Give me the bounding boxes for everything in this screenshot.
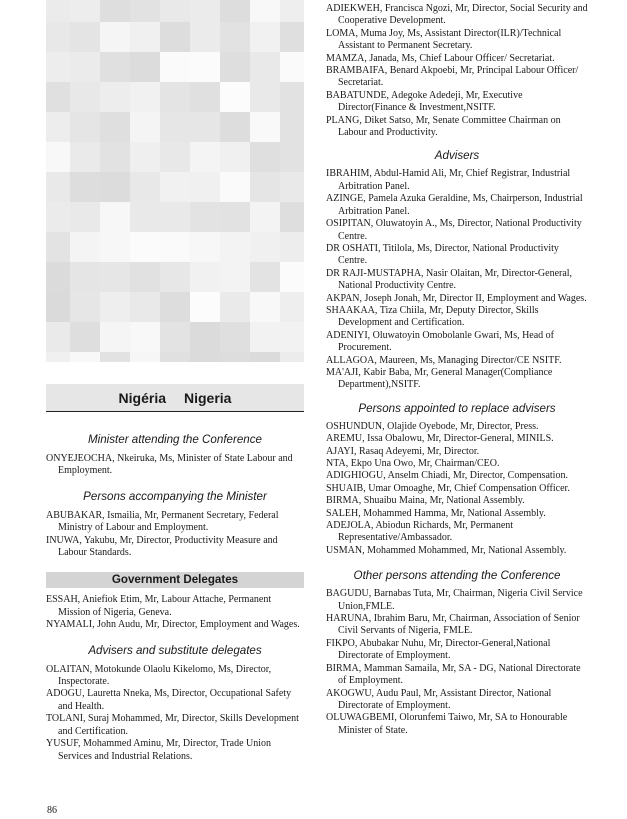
mosaic-cell bbox=[250, 232, 280, 262]
mosaic-cell bbox=[160, 322, 190, 352]
section-heading-minister: Minister attending the Conference bbox=[87, 433, 262, 446]
list-item: DR OSHATI, Titilola, Ms, Director, National Productivity Centre. bbox=[326, 242, 559, 267]
top-entries-list bbox=[326, 3, 588, 139]
list-item: IBRAHIM, Abdul-Hamid Ali, Mr, Chief Registrar, Industrial Arbitration Panel. bbox=[326, 168, 571, 192]
page-number: 86 bbox=[47, 805, 57, 816]
mosaic-cell bbox=[130, 292, 160, 322]
mosaic-cell bbox=[280, 0, 304, 22]
mosaic-cell bbox=[190, 52, 220, 82]
list-item: AKOGWU, Audu Paul, Mr, Assistant Director, National Directorate of Employment. bbox=[326, 687, 552, 711]
mosaic-cell bbox=[280, 22, 304, 52]
mosaic-cell bbox=[70, 52, 100, 82]
minister-list bbox=[46, 453, 304, 478]
mosaic-cell bbox=[280, 52, 304, 82]
list-item: BABATUNDE, Adegoke Adedeji, Mr, Executive Director(Finance & Investment,NSITF. bbox=[326, 89, 523, 114]
mosaic-cell bbox=[70, 142, 100, 172]
list-item: AZINGE, Pamela Azuka Geraldine, Ms, Chairperson, Industrial Arbitration Panel. bbox=[326, 193, 583, 217]
list-item: OSHUNDUN, Olajide Oyebode, Mr, Director, Press. bbox=[326, 420, 539, 432]
mosaic-cell bbox=[100, 232, 130, 262]
mosaic-cell bbox=[130, 322, 160, 352]
section-heading-government-delegates: Government Delegates bbox=[46, 572, 304, 588]
mosaic-cell bbox=[250, 292, 280, 322]
mosaic-cell bbox=[220, 82, 250, 112]
mosaic-cell bbox=[280, 82, 304, 112]
mosaic-cell bbox=[160, 0, 190, 22]
country-name-fr: Nigéria bbox=[118, 389, 166, 406]
list-item: ABUBAKAR, Ismailia, Mr, Permanent Secretary, Federal Ministry of Labour and Employment. bbox=[46, 509, 279, 534]
list-item: INUWA, Yakubu, Mr, Director, Productivity Measure and Labour Standards. bbox=[46, 534, 278, 559]
mosaic-cell bbox=[100, 52, 130, 82]
mosaic-cell bbox=[190, 232, 220, 262]
mosaic-cell bbox=[160, 142, 190, 172]
list-item: AREMU, Issa Obalowu, Mr, Director-General, MINILS. bbox=[326, 433, 554, 445]
section-heading-replace-advisers: Persons appointed to replace advisers bbox=[358, 401, 556, 415]
list-item: MAMZA, Janada, Ms, Chief Labour Officer/ Secretariat. bbox=[326, 52, 555, 64]
mosaic-cell bbox=[70, 22, 100, 52]
mosaic-cell bbox=[70, 352, 100, 362]
mosaic-cell bbox=[46, 22, 70, 52]
mosaic-cell bbox=[220, 52, 250, 82]
list-item: AKPAN, Joseph Jonah, Mr, Director II, Employment and Wages. bbox=[326, 292, 587, 304]
list-item: USMAN, Mohammed Mohammed, Mr, National Assembly. bbox=[326, 544, 567, 556]
mosaic-cell bbox=[46, 82, 70, 112]
mosaic-cell bbox=[280, 142, 304, 172]
mosaic-cell bbox=[250, 202, 280, 232]
mosaic-cell bbox=[220, 322, 250, 352]
section-heading-advisers-substitute: Advisers and substitute delegates bbox=[88, 643, 262, 657]
mosaic-cell bbox=[220, 0, 250, 22]
mosaic-cell bbox=[280, 202, 304, 232]
mosaic-cell bbox=[70, 322, 100, 352]
list-item: BAGUDU, Barnabas Tuta, Mr, Chairman, Nigeria Civil Service Union,FMLE. bbox=[326, 588, 583, 612]
mosaic-cell bbox=[100, 322, 130, 352]
pixelated-image bbox=[46, 0, 304, 362]
mosaic-cell bbox=[280, 292, 304, 322]
mosaic-cell bbox=[280, 352, 304, 362]
mosaic-cell bbox=[160, 202, 190, 232]
mosaic-cell bbox=[160, 352, 190, 362]
list-item: ADOGU, Lauretta Nneka, Ms, Director, Occupational Safety and Health. bbox=[46, 688, 292, 712]
mosaic-cell bbox=[250, 352, 280, 362]
mosaic-cell bbox=[46, 232, 70, 262]
list-item: MA'AJI, Kabir Baba, Mr, General Manager(Compliance Department),NSITF. bbox=[326, 366, 553, 391]
list-item: BIRMA, Shuaibu Maina, Mr, National Assembly. bbox=[326, 495, 525, 507]
accompanying-list bbox=[46, 510, 304, 560]
mosaic-cell bbox=[100, 22, 130, 52]
list-item: AJAYI, Rasaq Adeyemi, Mr, Director. bbox=[326, 445, 480, 457]
mosaic-cell bbox=[160, 232, 190, 262]
mosaic-cell bbox=[250, 172, 280, 202]
list-item: OLUWAGBEMI, Olorunfemi Taiwo, Mr, SA to Honourable Minister of State. bbox=[326, 712, 568, 736]
mosaic-cell bbox=[70, 82, 100, 112]
mosaic-cell bbox=[46, 142, 70, 172]
mosaic-cell bbox=[160, 112, 190, 142]
mosaic-cell bbox=[160, 22, 190, 52]
mosaic-cell bbox=[190, 112, 220, 142]
mosaic-cell bbox=[160, 82, 190, 112]
mosaic-cell bbox=[100, 82, 130, 112]
mosaic-cell bbox=[130, 352, 160, 362]
list-item: PLANG, Diket Satso, Mr, Senate Committee Chairman on Labour and Productivity. bbox=[326, 114, 561, 139]
mosaic-cell bbox=[46, 172, 70, 202]
mosaic-cell bbox=[220, 262, 250, 292]
list-item: OSIPITAN, Oluwatoyin A., Ms, Director, National Productivity Centre. bbox=[326, 218, 582, 242]
mosaic-cell bbox=[190, 142, 220, 172]
list-item: BRAMBAIFA, Benard Akpoebi, Mr, Principal Labour Officer/ Secretariat. bbox=[326, 65, 579, 89]
mosaic-cell bbox=[130, 0, 160, 22]
mosaic-cell bbox=[250, 0, 280, 22]
mosaic-cell bbox=[100, 0, 130, 22]
mosaic-cell bbox=[190, 82, 220, 112]
other-persons-list bbox=[326, 588, 588, 737]
list-item: ADEJOLA, Abiodun Richards, Mr, Permanent Representative/Ambassador. bbox=[326, 520, 514, 544]
mosaic-cell bbox=[220, 112, 250, 142]
mosaic-cell bbox=[130, 202, 160, 232]
list-item: SALEH, Mohammed Hamma, Mr, National Assembly. bbox=[326, 507, 546, 519]
list-item: ALLAGOA, Maureen, Ms, Managing Director/CE NSITF. bbox=[326, 354, 562, 366]
mosaic-cell bbox=[160, 262, 190, 292]
list-item: FIKPO, Abubakar Nuhu, Mr, Director-General,National Directorate of Employment. bbox=[326, 637, 551, 662]
redacted-pixelated-region bbox=[46, 0, 304, 362]
mosaic-cell bbox=[220, 202, 250, 232]
mosaic-cell bbox=[190, 262, 220, 292]
mosaic-cell bbox=[220, 142, 250, 172]
section-heading-other-persons: Other persons attending the Conference bbox=[353, 569, 561, 583]
mosaic-cell bbox=[280, 232, 304, 262]
mosaic-cell bbox=[130, 262, 160, 292]
list-item: ADIGHIOGU, Anselm Chiadi, Mr, Director, Compensation. bbox=[326, 470, 568, 482]
mosaic-cell bbox=[70, 112, 100, 142]
mosaic-cell bbox=[280, 262, 304, 292]
mosaic-cell bbox=[130, 22, 160, 52]
country-heading-bar bbox=[46, 384, 304, 411]
mosaic-cell bbox=[220, 352, 250, 362]
mosaic-cell bbox=[220, 172, 250, 202]
mosaic-cell bbox=[70, 232, 100, 262]
mosaic-cell bbox=[130, 112, 160, 142]
list-item: LOMA, Muma Joy, Ms, Assistant Director(ILR)/Technical Assistant to Permanent Secretary. bbox=[326, 27, 562, 52]
government-delegates-list bbox=[46, 594, 304, 631]
list-item: ADENIYI, Oluwatoyin Omobolanle Gwari, Ms, Head of Procurement. bbox=[326, 329, 555, 354]
advisers-substitute-list bbox=[46, 664, 304, 763]
mosaic-cell bbox=[70, 262, 100, 292]
mosaic-cell bbox=[70, 172, 100, 202]
list-item: YUSUF, Mohammed Aminu, Mr, Director, Trade Union Services and Industrial Relations. bbox=[46, 738, 272, 762]
mosaic-cell bbox=[190, 322, 220, 352]
list-item: OLAITAN, Motokunde Olaolu Kikelomo, Ms, Director, Inspectorate. bbox=[46, 663, 272, 688]
list-item: DR RAJI-MUSTAPHA, Nasir Olaitan, Mr, Director-General, National Productivity Centre. bbox=[326, 267, 573, 292]
mosaic-cell bbox=[100, 262, 130, 292]
list-item: SHAAKAA, Tiza Chiila, Mr, Deputy Director, Skills Development and Certification. bbox=[326, 304, 539, 329]
left-column bbox=[46, 433, 304, 763]
mosaic-cell bbox=[130, 52, 160, 82]
mosaic-cell bbox=[220, 292, 250, 322]
mosaic-cell bbox=[160, 172, 190, 202]
mosaic-cell bbox=[280, 172, 304, 202]
mosaic-cell bbox=[100, 292, 130, 322]
mosaic-cell bbox=[190, 202, 220, 232]
mosaic-cell bbox=[130, 82, 160, 112]
mosaic-cell bbox=[280, 112, 304, 142]
section-heading-accompanying: Persons accompanying the Minister bbox=[83, 489, 267, 503]
mosaic-cell bbox=[250, 112, 280, 142]
mosaic-cell bbox=[46, 52, 70, 82]
mosaic-cell bbox=[190, 292, 220, 322]
mosaic-cell bbox=[46, 322, 70, 352]
mosaic-cell bbox=[250, 52, 280, 82]
mosaic-cell bbox=[190, 172, 220, 202]
mosaic-cell bbox=[250, 322, 280, 352]
country-name-en: Nigeria bbox=[184, 389, 232, 406]
list-item: SHUAIB, Umar Omoaghe, Mr, Chief Compensation Officer. bbox=[326, 482, 570, 494]
list-item: NTA, Ekpo Una Owo, Mr, Chairman/CEO. bbox=[326, 458, 500, 469]
mosaic-cell bbox=[70, 292, 100, 322]
mosaic-cell bbox=[160, 52, 190, 82]
mosaic-cell bbox=[160, 292, 190, 322]
mosaic-cell bbox=[70, 202, 100, 232]
mosaic-cell bbox=[220, 232, 250, 262]
list-item: TOLANI, Suraj Mohammed, Mr, Director, Skills Development and Certification. bbox=[46, 713, 299, 737]
mosaic-cell bbox=[100, 202, 130, 232]
mosaic-cell bbox=[190, 22, 220, 52]
mosaic-cell bbox=[100, 142, 130, 172]
mosaic-cell bbox=[130, 232, 160, 262]
mosaic-cell bbox=[46, 0, 70, 22]
mosaic-cell bbox=[46, 112, 70, 142]
mosaic-cell bbox=[46, 292, 70, 322]
mosaic-cell bbox=[130, 172, 160, 202]
right-column bbox=[326, 3, 588, 737]
mosaic-cell bbox=[100, 172, 130, 202]
mosaic-cell bbox=[220, 22, 250, 52]
mosaic-cell bbox=[250, 142, 280, 172]
mosaic-cell bbox=[100, 112, 130, 142]
replace-advisers-list bbox=[326, 421, 588, 557]
mosaic-cell bbox=[46, 352, 70, 362]
mosaic-cell bbox=[190, 0, 220, 22]
mosaic-cell bbox=[130, 142, 160, 172]
list-item: ADIEKWEH, Francisca Ngozi, Mr, Director, Social Security and Cooperative Development. bbox=[326, 3, 588, 27]
list-item: HARUNA, Ibrahim Baru, Mr, Chairman, Association of Senior Civil Servants of Nigeria, FMLE. bbox=[326, 613, 580, 637]
mosaic-cell bbox=[250, 262, 280, 292]
mosaic-cell bbox=[250, 22, 280, 52]
section-heading-advisers: Advisers bbox=[434, 149, 480, 163]
list-item: NYAMALI, John Audu, Mr, Director, Employment and Wages. bbox=[46, 619, 300, 631]
mosaic-cell bbox=[100, 352, 130, 362]
mosaic-cell bbox=[70, 0, 100, 22]
advisers-list bbox=[326, 168, 588, 391]
list-item: ESSAH, Aniefiok Etim, Mr, Labour Attache, Permanent Mission of Nigeria, Geneva. bbox=[46, 594, 272, 618]
mosaic-cell bbox=[46, 202, 70, 232]
mosaic-cell bbox=[250, 82, 280, 112]
mosaic-cell bbox=[280, 322, 304, 352]
country-bottom-rule bbox=[46, 411, 304, 412]
list-item: ONYEJEOCHA, Nkeiruka, Ms, Minister of State Labour and Employment. bbox=[46, 453, 293, 477]
list-item: BIRMA, Mamman Samaila, Mr, SA - DG, National Directorate of Employment. bbox=[326, 662, 581, 687]
mosaic-cell bbox=[190, 352, 220, 362]
mosaic-cell bbox=[46, 262, 70, 292]
